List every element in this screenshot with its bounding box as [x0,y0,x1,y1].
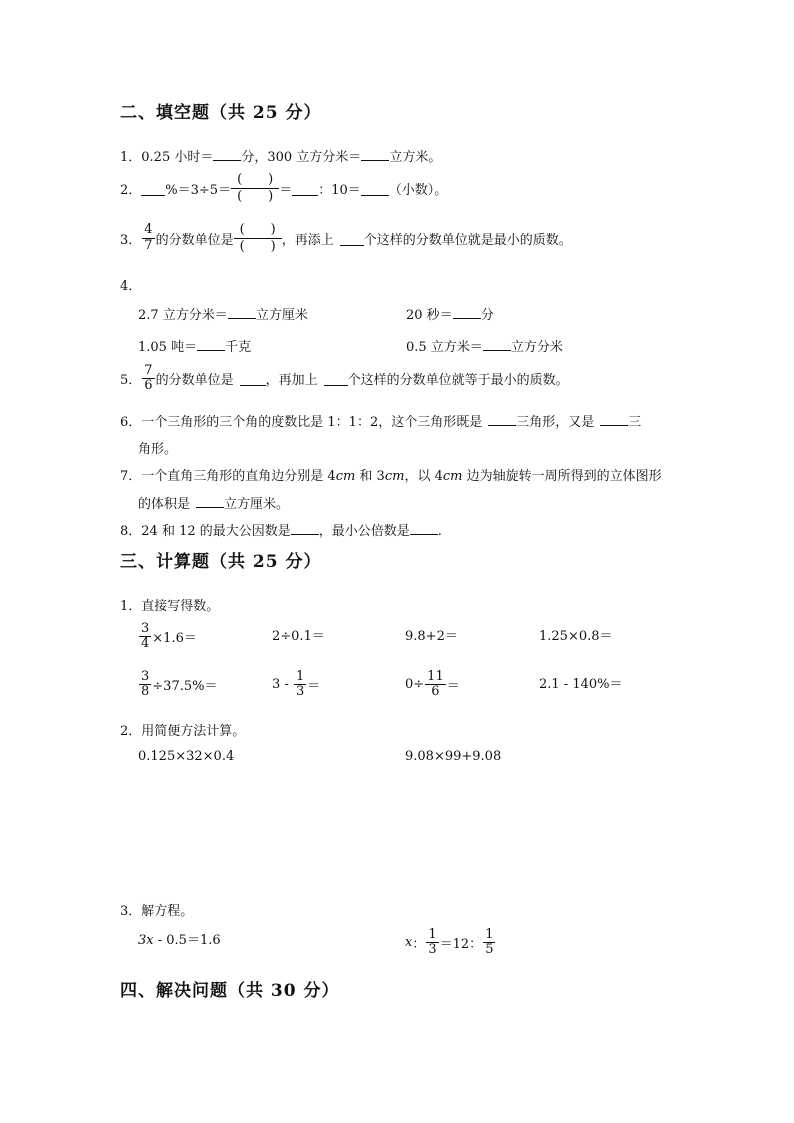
text: 一个直角三角形的直角边分别是 4 [141,469,336,484]
text: ÷37.5%＝ [152,679,218,695]
text: 立方厘米。 [224,497,290,512]
question-5 [120,364,569,394]
fraction-numerator: ( ) [231,172,279,189]
text: ，以 4 [404,469,443,484]
equation-2 [405,928,496,958]
fraction [483,928,495,958]
answer-blank[interactable] [240,371,266,386]
text: 的分数单位是 [155,373,234,389]
unit: 立方厘米 [255,308,308,323]
fraction [139,622,151,652]
text: 立方米。 [389,150,442,165]
answer-blank[interactable] [453,304,481,319]
text: 3 - [272,677,293,693]
calc-item: 1.25×0.8＝ [539,629,613,644]
calc-item: 2.1 - 140%＝ [539,677,623,692]
calc-question-1 [120,595,219,614]
fraction-numerator: 4 [144,222,153,238]
answer-blank[interactable] [488,411,516,426]
text: 1.05 吨＝ [138,340,198,355]
calc-item [138,670,217,700]
question-4-item [406,336,563,355]
fraction-denominator: 3 [428,942,437,958]
fraction-numerator: 3 [141,621,150,636]
question-number: 2． [120,724,142,739]
fraction-denominator: 7 [144,237,153,253]
fraction-denominator: ( ) [239,238,276,254]
unit: 千克 [225,340,252,355]
calc-item [405,670,460,700]
question-6 [120,411,641,430]
question-4-item [138,336,251,355]
text: 0.5 立方米＝ [406,340,483,355]
question-number: 6． [120,415,142,430]
answer-blank[interactable] [291,520,319,535]
question-7-continued [138,493,289,512]
section-2-title: 二、填空题（共 25 分） [120,103,322,123]
calc-expression: 9.08×99+9.08 [405,749,502,764]
blank-fraction[interactable] [231,172,279,204]
text: 分，300 立方分米＝ [241,150,362,165]
text: 三角形，又是 [516,415,595,430]
question-4-item [138,304,308,323]
answer-blank[interactable] [292,181,318,196]
calc-question-2 [120,720,245,739]
fraction-denominator: 6 [431,684,440,700]
calc-item [272,670,320,700]
text: 20 秒＝ [406,308,453,323]
text: ×1.6＝ [152,631,197,647]
fraction [139,670,151,700]
fraction-numerator: 1 [485,927,494,942]
section-4-title: 四、解决问题（共 30 分） [120,981,340,1001]
fraction-denominator: 5 [485,942,494,958]
fraction-denominator: ( ) [237,188,274,204]
text: ＝ [279,182,293,198]
fraction-denominator: 8 [141,684,150,700]
text: ，再加上 [265,373,318,389]
text: 边为轴旋转一周所得到的立体图形 [462,469,662,484]
fraction-numerator: ( ) [234,222,282,239]
question-number: 3． [120,232,142,248]
question-4-number: 4． [120,279,142,294]
text: 和 3 [355,469,385,484]
section-3-title: 三、计算题（共 25 分） [120,552,322,572]
text: 的分数单位是 [155,232,234,248]
text: ＝ [307,679,321,695]
question-1 [120,146,441,165]
question-6-continued: 角形。 [138,442,178,457]
answer-blank[interactable] [340,231,364,246]
text: ： [412,937,426,953]
text: ，最小公倍数是 [318,524,410,539]
calc-expression: 0.125×32×0.4 [138,749,235,764]
answer-blank[interactable] [197,336,225,351]
answer-blank[interactable] [324,371,348,386]
text: 24 和 12 的最大公因数是 [141,524,291,539]
blank-fraction[interactable] [234,222,282,254]
calc-item: 9.8+2＝ [405,629,458,644]
answer-blank[interactable] [228,304,256,319]
text: 0.25 小时＝ [141,150,214,165]
unit: 立方分米 [510,340,563,355]
calc-item [138,622,197,652]
fraction-denominator: 6 [144,378,153,394]
unit: cm [335,469,356,484]
answer-blank[interactable] [213,146,241,161]
question-8 [120,520,442,539]
unit: 分 [480,308,494,323]
question-7 [120,465,662,484]
fraction [425,670,446,700]
question-number: 7． [120,469,142,484]
answer-blank[interactable] [196,493,224,508]
fraction-numerator: 1 [295,669,305,684]
text: 0÷ [405,677,425,693]
question-number: 1． [120,150,142,165]
fraction-denominator: 4 [141,636,150,652]
text: %＝3÷5＝ [165,182,232,198]
answer-blank[interactable] [483,336,511,351]
question-number: 5． [120,373,142,389]
equation-1 [138,929,221,948]
variable: 3x [138,933,154,948]
fraction-numerator: 11 [427,669,444,684]
text: ＝ [446,679,460,695]
text: - 0.5＝1.6 [153,933,221,948]
fraction-numerator: 1 [428,927,437,942]
text: . [437,524,442,539]
unit: cm [442,469,463,484]
question-number: 2． [120,182,142,198]
text: 个这样的分数单位就是最小的质数。 [363,232,572,248]
question-3 [120,222,572,254]
text: 三 [628,415,642,430]
text: ＝12： [439,937,483,953]
text: ，再添上 [281,232,334,248]
question-2 [120,172,447,204]
question-4-item [406,304,494,323]
question-number: 3． [120,904,142,919]
fraction [426,928,438,958]
fraction-denominator: 3 [295,684,305,700]
variable: x [405,935,413,951]
text: 个这样的分数单位就等于最小的质数。 [347,373,569,389]
question-label: 解方程。 [141,904,194,919]
question-number: 8． [120,524,142,539]
question-label: 直接写得数。 [141,599,220,614]
text: 的体积是 [138,497,191,512]
answer-blank[interactable] [141,181,165,196]
answer-blank[interactable] [410,520,438,535]
fraction [142,364,154,394]
fraction-numerator: 3 [141,669,150,684]
answer-blank[interactable] [600,411,628,426]
fraction [142,223,154,253]
answer-blank[interactable] [361,181,389,196]
calc-question-3 [120,900,193,919]
text: 一个三角形的三个角的度数比是 1：1：2，这个三角形既是 [141,415,483,430]
text: （小数）。 [388,182,448,198]
answer-blank[interactable] [361,146,389,161]
unit: cm [384,469,405,484]
fraction-numerator: 7 [144,363,153,378]
text: 2.7 立方分米＝ [138,308,228,323]
calc-item: 2÷0.1＝ [272,629,325,644]
fraction [294,670,306,700]
question-label: 用简便方法计算。 [141,724,246,739]
text: ：10＝ [318,182,361,198]
question-number: 1． [120,599,142,614]
